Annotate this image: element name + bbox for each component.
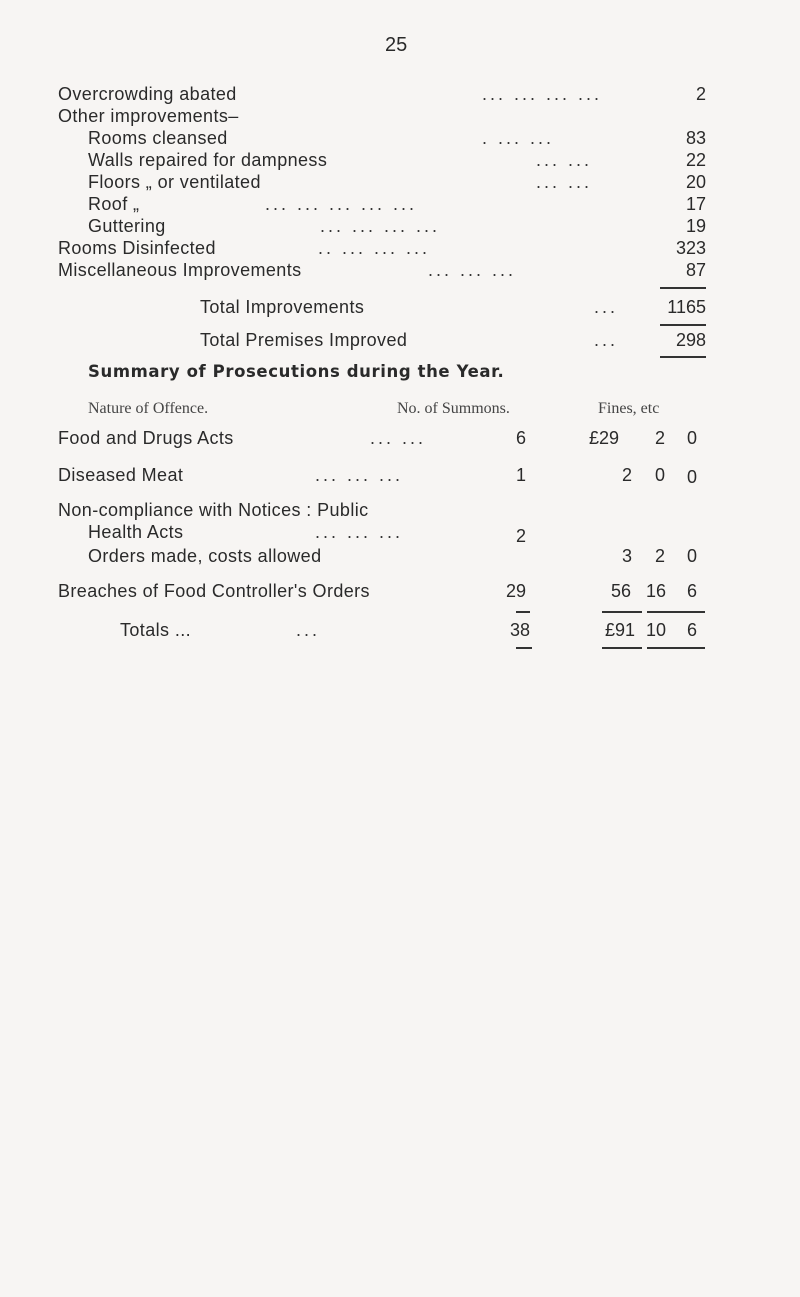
divider bbox=[602, 611, 642, 613]
leader-dots: ... ... ... ... ... bbox=[265, 194, 418, 214]
page-number: 25 bbox=[385, 34, 408, 56]
table-row-offence: Orders made, costs allowed bbox=[88, 546, 322, 566]
totals-summons: 38 bbox=[509, 620, 530, 640]
list-item-label: Rooms Disinfected bbox=[58, 238, 216, 258]
divider bbox=[660, 356, 706, 358]
list-item-value: 83 bbox=[685, 128, 706, 148]
list-item-label: Other improvements– bbox=[58, 106, 239, 126]
list-item-value: 17 bbox=[685, 194, 706, 214]
leader-dots: ... ... bbox=[536, 150, 593, 170]
total-premises-value: 298 bbox=[675, 330, 706, 350]
section-heading: Summary of Prosecutions during the Year. bbox=[88, 362, 505, 381]
table-row-shillings: 2 bbox=[655, 546, 666, 566]
list-item-label: Rooms cleansed bbox=[88, 128, 228, 148]
table-row-offence: Health Acts bbox=[88, 522, 184, 542]
table-row-summons: 29 bbox=[505, 581, 526, 601]
table-row-offence: Breaches of Food Controller's Orders bbox=[58, 581, 370, 601]
totals-pence: 6 bbox=[687, 620, 698, 640]
list-item-label: Guttering bbox=[88, 216, 166, 236]
table-row-summons: 2 bbox=[515, 526, 526, 546]
leader-dots: ... bbox=[594, 297, 619, 317]
table-row-offence: Non-compliance with Notices : Public bbox=[58, 500, 369, 520]
totals-pounds: £91 bbox=[605, 620, 636, 640]
divider bbox=[647, 647, 705, 649]
totals-shillings: 10 bbox=[646, 620, 667, 640]
list-item-value: 19 bbox=[685, 216, 706, 236]
leader-dots: ... ... bbox=[370, 428, 427, 448]
table-row-pence: 0 bbox=[687, 428, 698, 448]
table-row-offence: Food and Drugs Acts bbox=[58, 428, 234, 448]
list-item-value: 20 bbox=[685, 172, 706, 192]
table-row-shillings: 16 bbox=[646, 581, 667, 601]
leader-dots: .. ... ... ... bbox=[318, 238, 431, 258]
list-item-label: Roof „ bbox=[88, 194, 140, 214]
leader-dots: ... bbox=[296, 620, 321, 640]
list-item-value: 2 bbox=[695, 84, 706, 104]
list-item-value: 22 bbox=[685, 150, 706, 170]
table-row-pounds: £29 bbox=[589, 428, 620, 448]
divider bbox=[516, 647, 532, 649]
leader-dots: ... ... ... bbox=[428, 260, 517, 280]
leader-dots: ... ... ... ... bbox=[482, 84, 603, 104]
table-row-pence: 0 bbox=[687, 546, 698, 566]
table-row-summons: 6 bbox=[515, 428, 526, 448]
totals-label: Totals ... bbox=[120, 620, 192, 640]
total-premises-label: Total Premises Improved bbox=[200, 330, 408, 350]
table-row-pounds: 2 bbox=[622, 465, 633, 485]
divider bbox=[516, 611, 530, 613]
leader-dots: ... ... bbox=[536, 172, 593, 192]
list-item-label: Walls repaired for dampness bbox=[88, 150, 328, 170]
total-improvements-value: 1165 bbox=[667, 297, 706, 317]
table-row-offence: Diseased Meat bbox=[58, 465, 184, 485]
table-row-shillings: 2 bbox=[655, 428, 666, 448]
list-item-label: Miscellaneous Improvements bbox=[58, 260, 302, 280]
divider bbox=[647, 611, 705, 613]
table-row-pence: 6 bbox=[687, 581, 698, 601]
leader-dots: ... ... ... bbox=[315, 522, 404, 542]
leader-dots: ... bbox=[594, 330, 619, 350]
table-row-shillings: 0 bbox=[655, 465, 666, 485]
table-row-pounds: 56 bbox=[611, 581, 632, 601]
divider bbox=[602, 647, 642, 649]
table-row-summons: 1 bbox=[515, 465, 526, 485]
list-item-value: 87 bbox=[685, 260, 706, 280]
divider bbox=[660, 324, 706, 326]
table-row-pence: 0 bbox=[687, 467, 698, 487]
list-item-label: Overcrowding abated bbox=[58, 84, 237, 104]
table-row-pounds: 3 bbox=[622, 546, 633, 566]
leader-dots: ... ... ... bbox=[315, 465, 404, 485]
list-item-value: 323 bbox=[675, 238, 706, 258]
column-header-offence: Nature of Offence. bbox=[88, 400, 209, 417]
column-header-fines: Fines, etc bbox=[598, 400, 660, 417]
divider bbox=[660, 287, 706, 289]
leader-dots: ... ... ... ... bbox=[320, 216, 441, 236]
total-improvements-label: Total Improvements bbox=[200, 297, 365, 317]
leader-dots: . ... ... bbox=[482, 128, 555, 148]
list-item-label: Floors „ or ventilated bbox=[88, 172, 261, 192]
column-header-summons: No. of Summons. bbox=[397, 400, 510, 417]
